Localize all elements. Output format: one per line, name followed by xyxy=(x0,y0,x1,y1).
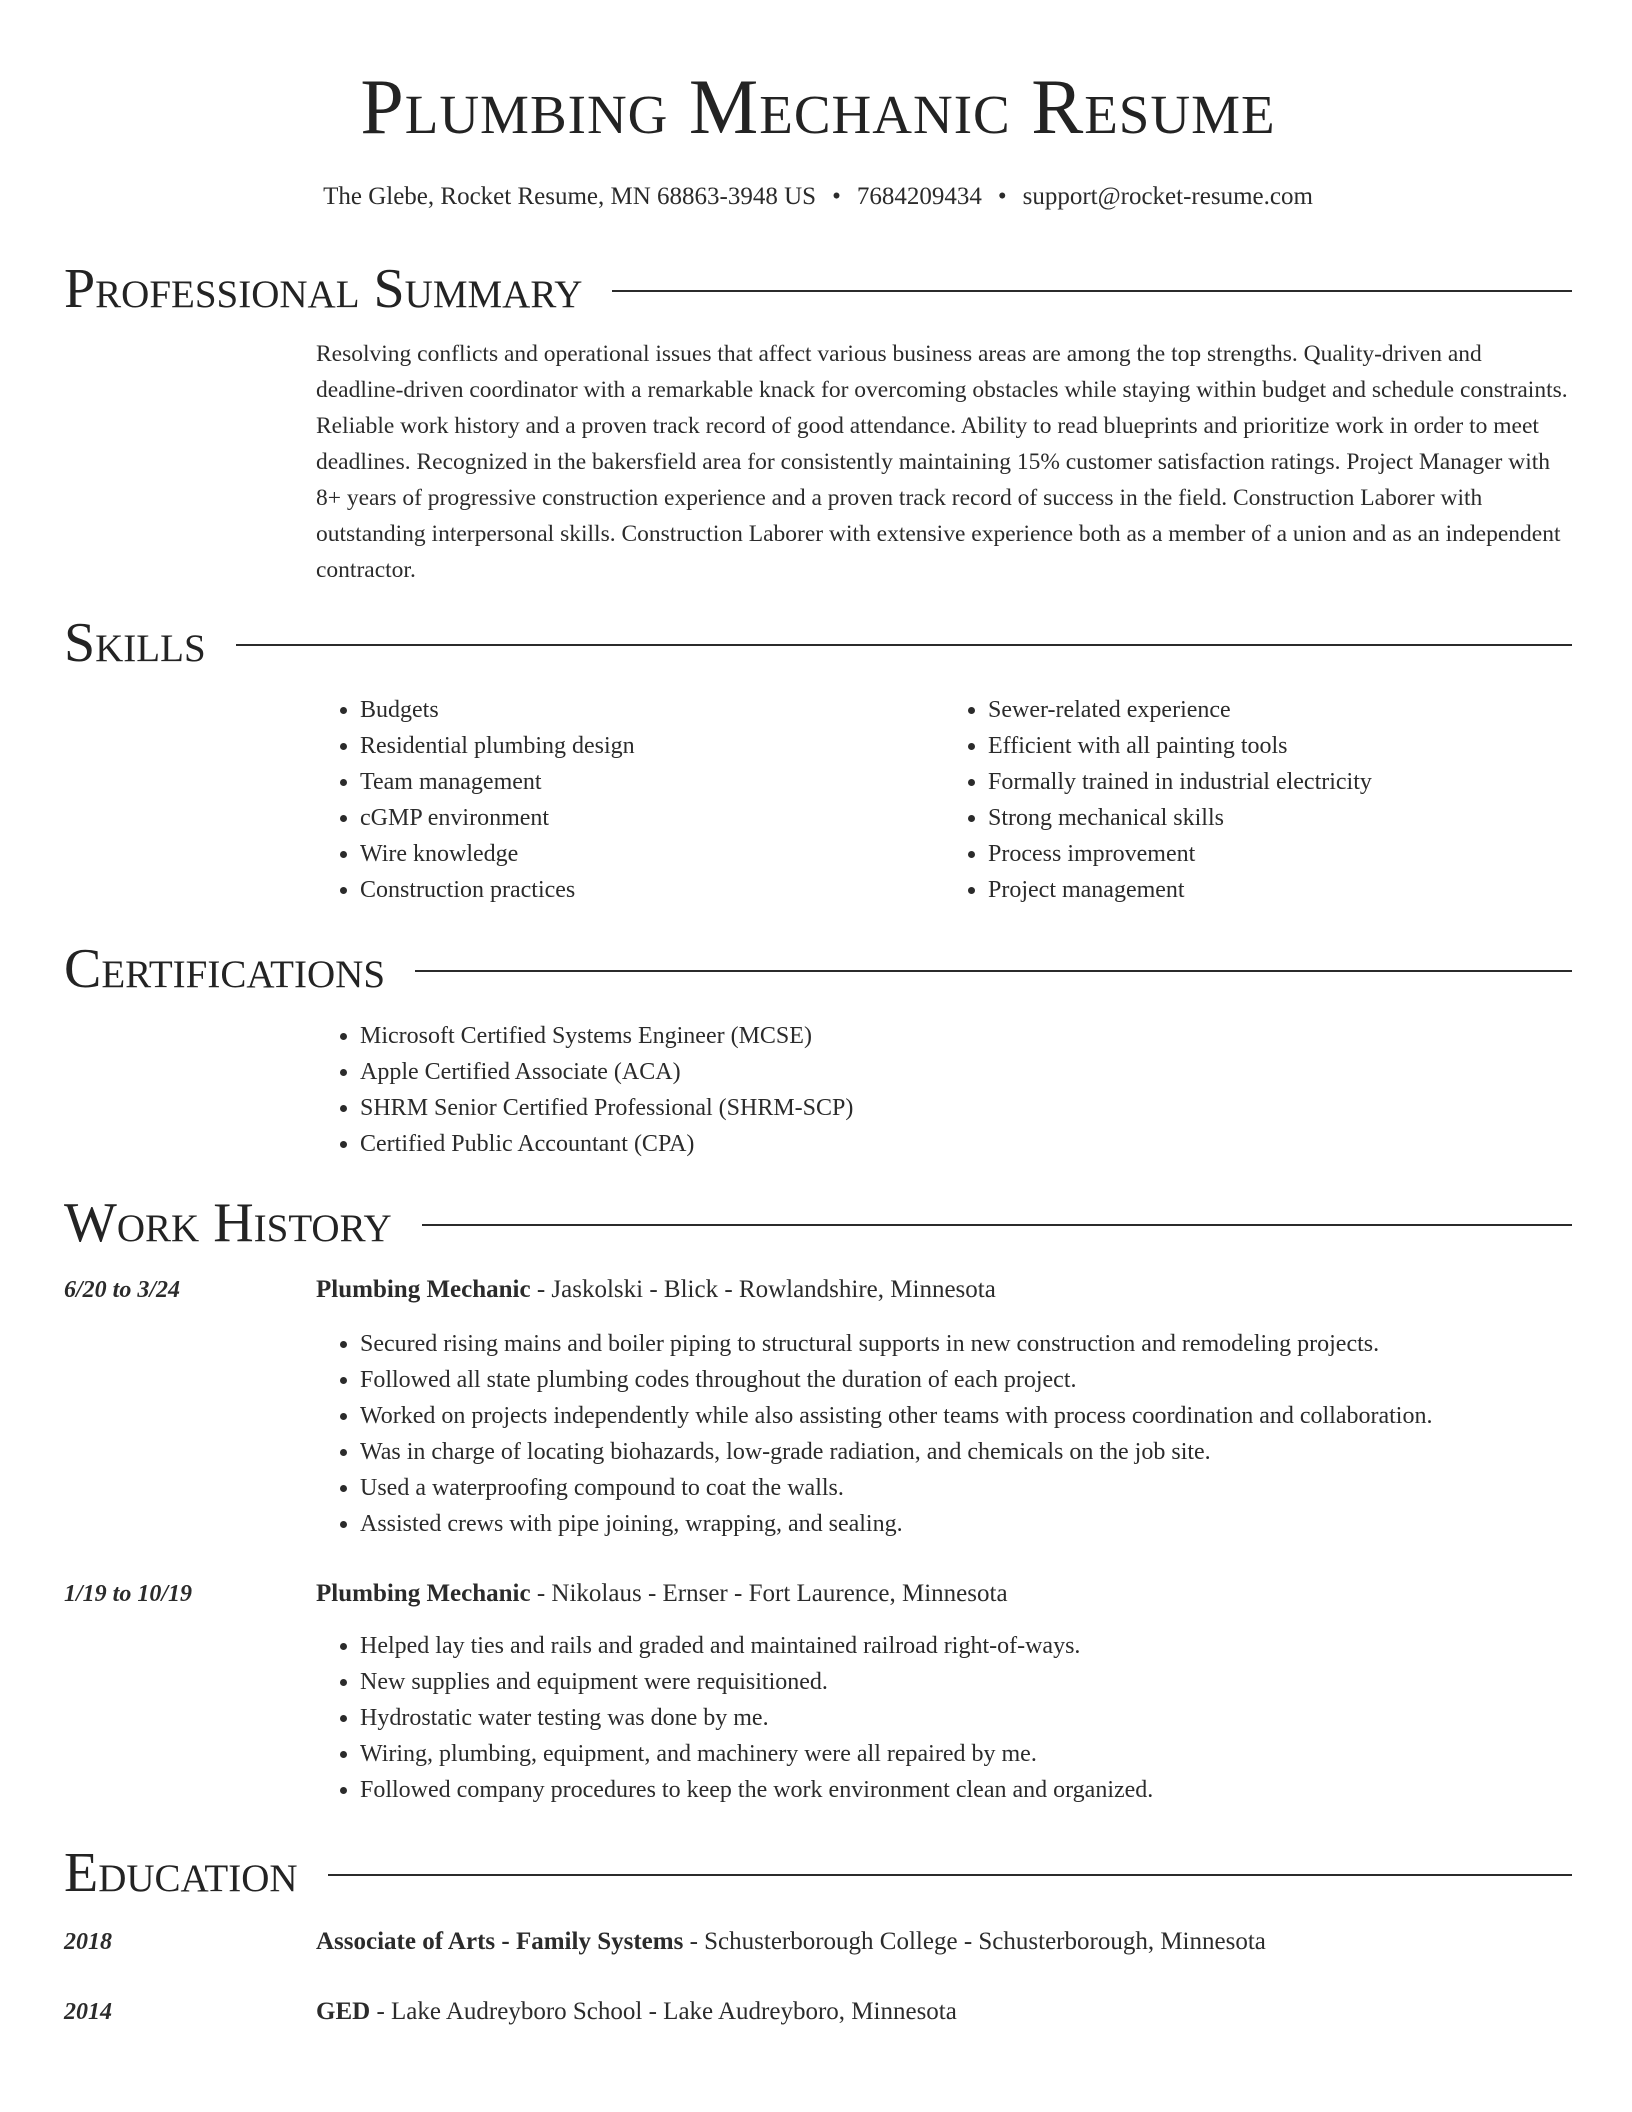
job-bullet: • Hydrostatic water testing was done by me. xyxy=(360,1700,1572,1736)
job-heading xyxy=(316,1272,1572,1308)
job-heading xyxy=(316,1576,1572,1612)
skill-item: • Formally trained in industrial electricity xyxy=(988,764,1572,800)
education-degree: GED xyxy=(316,1998,371,2025)
contact-email: support@rocket-resume.com xyxy=(1022,183,1313,210)
work-section-header xyxy=(64,1190,1572,1256)
summary-text: Resolving conflicts and operational issues that affect various business areas are among the top strengths. Quality-driven and deadline-driven coordinator with a remarkable knack for overcoming obstacles while staying within budget and schedule constraints. Reliable work history and a proven track record of good attendance. Ability to read blueprints and prioritize work in order to meet deadlines. Recognized in the bakersfield area for consistently maintaining 15% customer satisfaction ratings. Project Manager with 8+ years of progressive construction experience and a proven track record of success in the field. Construction Laborer with outstanding interpersonal skills. Construction Laborer with extensive experience both as a member of a union and as an independent contractor. xyxy=(316,341,1568,583)
education-section-header xyxy=(64,1840,1572,1906)
skills-columns xyxy=(316,692,1572,908)
job-role: Plumbing Mechanic xyxy=(316,1276,531,1303)
job-bullet: • Followed company procedures to keep the work environment clean and organized. xyxy=(360,1772,1572,1808)
skills-section-header xyxy=(64,610,1572,676)
skill-item: • Wire knowledge xyxy=(360,836,944,872)
education-degree: Associate of Arts - Family Systems xyxy=(316,1928,684,1955)
job-dates: 6/20 to 3/24 xyxy=(64,1277,181,1303)
skill-item: • Budgets xyxy=(360,692,944,728)
contact-separator: • xyxy=(997,183,1007,210)
education-details: - Schusterborough College - Schusterborough, Minnesota xyxy=(683,1928,1266,1955)
section-divider xyxy=(328,1874,1572,1876)
certification-item: • SHRM Senior Certified Professional (SHRM-SCP) xyxy=(360,1090,1572,1126)
section-title-education: Education xyxy=(64,1842,298,1904)
skill-item: • Efficient with all painting tools xyxy=(988,728,1572,764)
section-title-work: Work History xyxy=(64,1192,392,1254)
job-body xyxy=(316,1576,1572,1808)
job-entry xyxy=(64,1272,1572,1542)
resume-title: Plumbing Mechanic Resume xyxy=(360,63,1276,150)
education-text xyxy=(316,1924,1266,1960)
job-bullet: • New supplies and equipment were requisitioned. xyxy=(360,1664,1572,1700)
certification-item: • Microsoft Certified Systems Engineer (MCSE) xyxy=(360,1018,1572,1054)
education-entry xyxy=(64,1994,1572,2030)
education-text xyxy=(316,1994,957,2030)
education-details: - Lake Audreyboro School - Lake Audreyboro, Minnesota xyxy=(370,1998,957,2025)
section-title-skills: Skills xyxy=(64,612,206,674)
job-bullet: • Followed all state plumbing codes throughout the duration of each project. xyxy=(360,1362,1572,1398)
skill-item: • Sewer-related experience xyxy=(988,692,1572,728)
skill-item: • Process improvement xyxy=(988,836,1572,872)
education-year: 2018 xyxy=(64,1929,112,1955)
education-year: 2014 xyxy=(64,1999,112,2025)
job-bullet: • Assisted crews with pipe joining, wrapping, and sealing. xyxy=(360,1506,1572,1542)
section-title-certifications: Certifications xyxy=(64,938,386,1000)
certifications-section-header xyxy=(64,936,1572,1002)
job-bullet: • Worked on projects independently while also assisting other teams with process coordination and collaboration. xyxy=(360,1398,1572,1434)
certifications-bullets xyxy=(316,1018,1572,1162)
summary-section-header xyxy=(64,256,1572,322)
job-bullet: • Helped lay ties and rails and graded and maintained railroad right-of-ways. xyxy=(360,1628,1572,1664)
skill-item: • Construction practices xyxy=(360,872,944,908)
section-divider xyxy=(415,970,1572,972)
job-role: Plumbing Mechanic xyxy=(316,1580,531,1607)
job-bullets xyxy=(316,1326,1572,1542)
certification-item: • Apple Certified Associate (ACA) xyxy=(360,1054,1572,1090)
skills-list-right xyxy=(944,692,1572,908)
contact-address: The Glebe, Rocket Resume, MN 68863-3948 US xyxy=(323,183,817,210)
certifications-list xyxy=(316,1018,1572,1162)
contact-line xyxy=(64,182,1572,212)
resume-page xyxy=(64,0,1572,2030)
skill-item: • Residential plumbing design xyxy=(360,728,944,764)
job-body xyxy=(316,1272,1572,1542)
skill-item: • Project management xyxy=(988,872,1572,908)
skill-item: • cGMP environment xyxy=(360,800,944,836)
contact-separator: • xyxy=(832,183,841,210)
job-bullet: • Was in charge of locating biohazards, low-grade radiation, and chemicals on the job site. xyxy=(360,1434,1572,1470)
job-details: - Jaskolski - Blick - Rowlandshire, Minnesota xyxy=(530,1276,996,1303)
job-bullet: • Used a waterproofing compound to coat the walls. xyxy=(360,1470,1572,1506)
job-entry xyxy=(64,1576,1572,1808)
skill-item: • Strong mechanical skills xyxy=(988,800,1572,836)
job-details: - Nikolaus - Ernser - Fort Laurence, Minnesota xyxy=(530,1580,1008,1607)
job-bullets xyxy=(316,1628,1572,1808)
skills-list-left xyxy=(316,692,944,908)
contact-phone: 7684209434 xyxy=(856,183,982,210)
job-dates: 1/19 to 10/19 xyxy=(64,1581,193,1607)
section-divider xyxy=(422,1224,1572,1226)
job-bullet: • Wiring, plumbing, equipment, and machinery were all repaired by me. xyxy=(360,1736,1572,1772)
job-bullet: • Secured rising mains and boiler piping to structural supports in new construction and remodeling projects. xyxy=(360,1326,1572,1362)
section-divider xyxy=(612,290,1572,292)
skill-item: • Team management xyxy=(360,764,944,800)
education-entry xyxy=(64,1924,1572,1960)
section-divider xyxy=(236,644,1572,646)
section-title-summary: Professional Summary xyxy=(64,258,583,320)
certification-item: • Certified Public Accountant (CPA) xyxy=(360,1126,1572,1162)
